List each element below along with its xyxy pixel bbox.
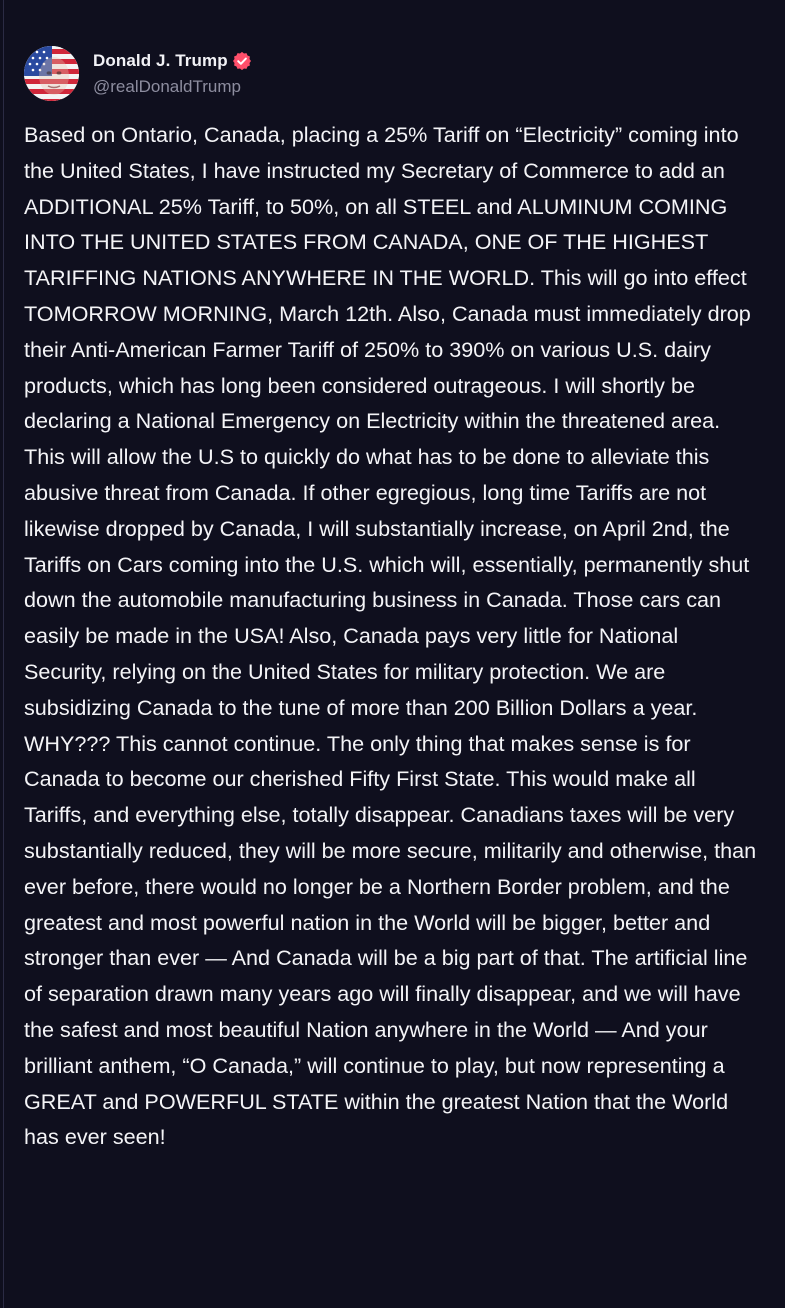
left-divider — [3, 0, 4, 1308]
name-row — [93, 50, 251, 72]
post-card — [24, 40, 770, 1155]
post-header — [24, 40, 770, 110]
avatar[interactable] — [24, 46, 79, 101]
display-name[interactable]: Donald J. Trump — [93, 51, 228, 70]
post-text: Based on Ontario, Canada, placing a 25% Tariff on “Electricity” coming into the United States, I have instructed my Secretary of Commerce to add an ADDITIONAL 25% Tariff, to 50%, on all STEEL and ALUMINUM COMING INTO THE UNITED STATES FROM CANADA, ONE OF THE HIGHEST TARIFFING NATIONS ANYWHERE IN THE WORLD. This will go into effect TOMORROW MORNING, March 12th. Also, Canada must immediately drop their Anti-American Farmer Tariff of 250% to 390% on various U.S. dairy products, which has long been considered outrageous. I will shortly be declaring a National Emergency on Electricity within the threatened area. This will allow the U.S to quickly do what has to be done to alleviate this abusive threat from Canada. If other egregious, long time Tariffs are not likewise dropped by Canada, I will substantially increase, on April 2nd, the Tariffs on Cars coming into the U.S. which will, essentially, permanently shut down the automobile manufacturing business in Canada. Those cars can easily be made in the USA! Also, Canada pays very little for National Security, relying on the United States for military protection. We are subsidizing Canada to the tune of more than 200 Billion Dollars a year. WHY??? This cannot continue. The only thing that makes sense is for Canada to become our cherished Fifty First State. This would make all Tariffs, and everything else, totally disappear. Canadians taxes will be very substantially reduced, they will be more secure, militarily and otherwise, than ever before, there would no longer be a Northern Border problem, and the greatest and most powerful nation in the World will be bigger, better and stronger than ever — And Canada will be a big part of that. The artificial line of separation drawn many years ago will finally disappear, and we will have the safest and most beautiful Nation anywhere in the World — And your brilliant anthem, “O Canada,” will continue to play, but now representing a GREAT and POWERFUL STATE within the greatest Nation that the World has ever seen! — [24, 122, 757, 1150]
handle[interactable]: @realDonaldTrump — [93, 77, 241, 96]
verified-badge-icon — [233, 52, 251, 70]
author-identity — [93, 40, 251, 97]
flag-face-avatar-icon — [24, 46, 79, 101]
